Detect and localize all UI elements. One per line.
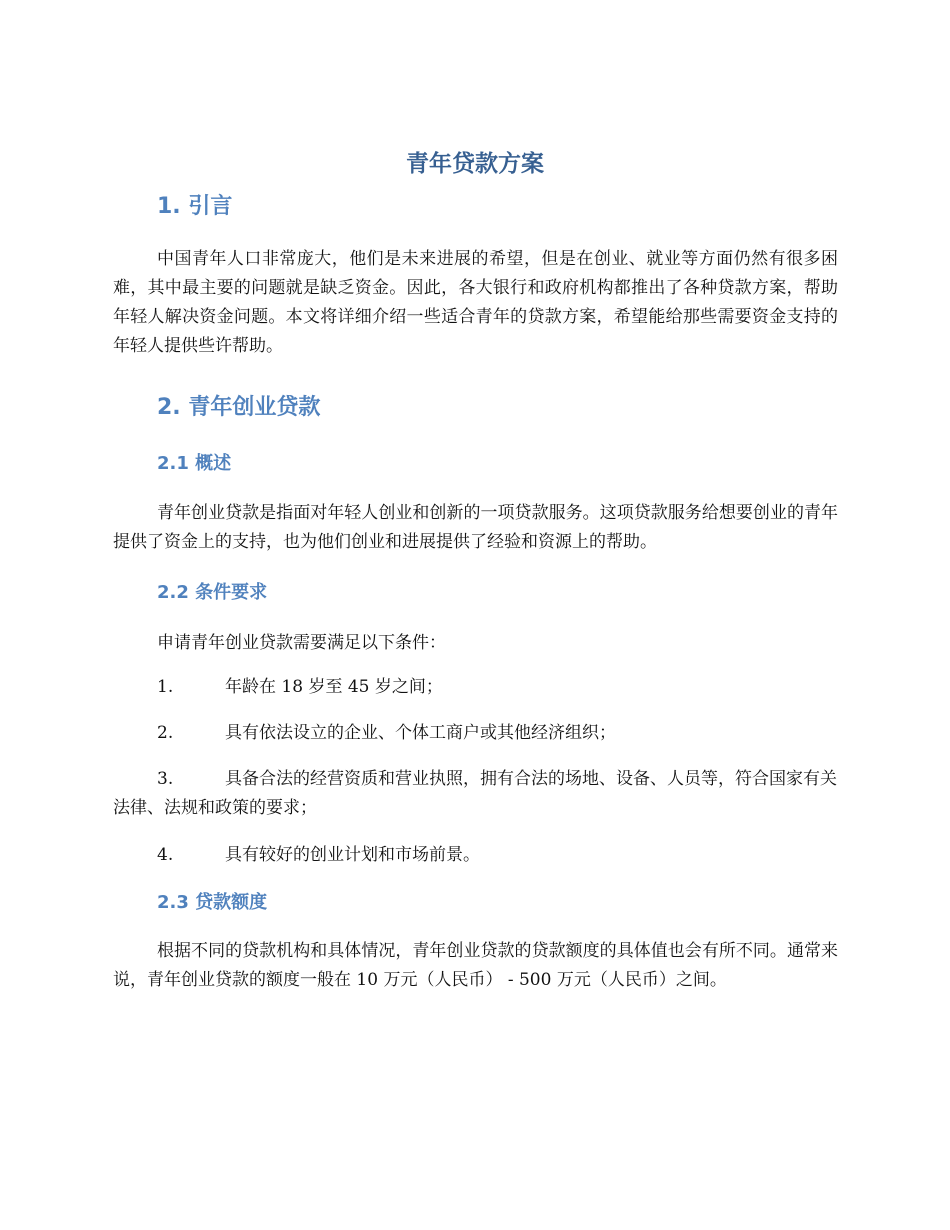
list-item-number: 2. <box>157 723 174 743</box>
document-title: 青年贷款方案 <box>406 151 544 177</box>
requirements-intro: 申请青年创业贷款需要满足以下条件： <box>157 633 446 653</box>
overview-paragraph: 青年创业贷款是指面对年轻人创业和创新的一项贷款服务。这项贷款服务给想要创业的青年提供了资金上的支持，也为他们创业和进展提供了经验和资源上的帮助。 <box>113 503 838 552</box>
section-heading-youth-loan: 2. 青年创业贷款 <box>157 395 321 420</box>
intro-paragraph: 中国青年人口非常庞大，他们是未来进展的希望，但是在创业、就业等方面仍然有很多困难，其中最主要的问题就是缺乏资金。因此，各大银行和政府机构都推出了各种贷款方案，帮助年轻人解决资金问题。本文将详细介绍一些适合青年的贷款方案，希望能给那些需要资金支持的年轻人提供些许帮助。 <box>113 249 838 356</box>
loan-amount-paragraph: 根据不同的贷款机构和具体情况，青年创业贷款的贷款额度的具体值也会有所不同。通常来说，青年创业贷款的额度一般在 10 万元（人民币） - 500 万元（人民币）之间。 <box>113 941 838 990</box>
list-item-text: 具有依法设立的企业、个体工商户或其他经济组织； <box>225 723 616 743</box>
list-item-text: 具有较好的创业计划和市场前景。 <box>225 845 480 865</box>
list-item-text: 具备合法的经营资质和营业执照，拥有合法的场地、设备、人员等，符合国家有关法律、法规和政策的要求； <box>113 769 837 818</box>
subsection-heading-requirements: 2.2 条件要求 <box>157 582 268 603</box>
subsection-heading-overview: 2.1 概述 <box>157 453 232 474</box>
list-item <box>113 673 838 702</box>
list-item <box>113 765 838 823</box>
list-item <box>113 719 838 748</box>
list-item-number: 4. <box>157 845 174 865</box>
list-item <box>113 841 838 870</box>
section-heading-intro: 1. 引言 <box>157 194 233 219</box>
list-item-number: 3. <box>157 769 174 789</box>
list-item-text: 年龄在 18 岁至 45 岁之间； <box>225 677 443 697</box>
list-item-number: 1. <box>157 677 174 697</box>
subsection-heading-loan-amount: 2.3 贷款额度 <box>157 892 268 913</box>
